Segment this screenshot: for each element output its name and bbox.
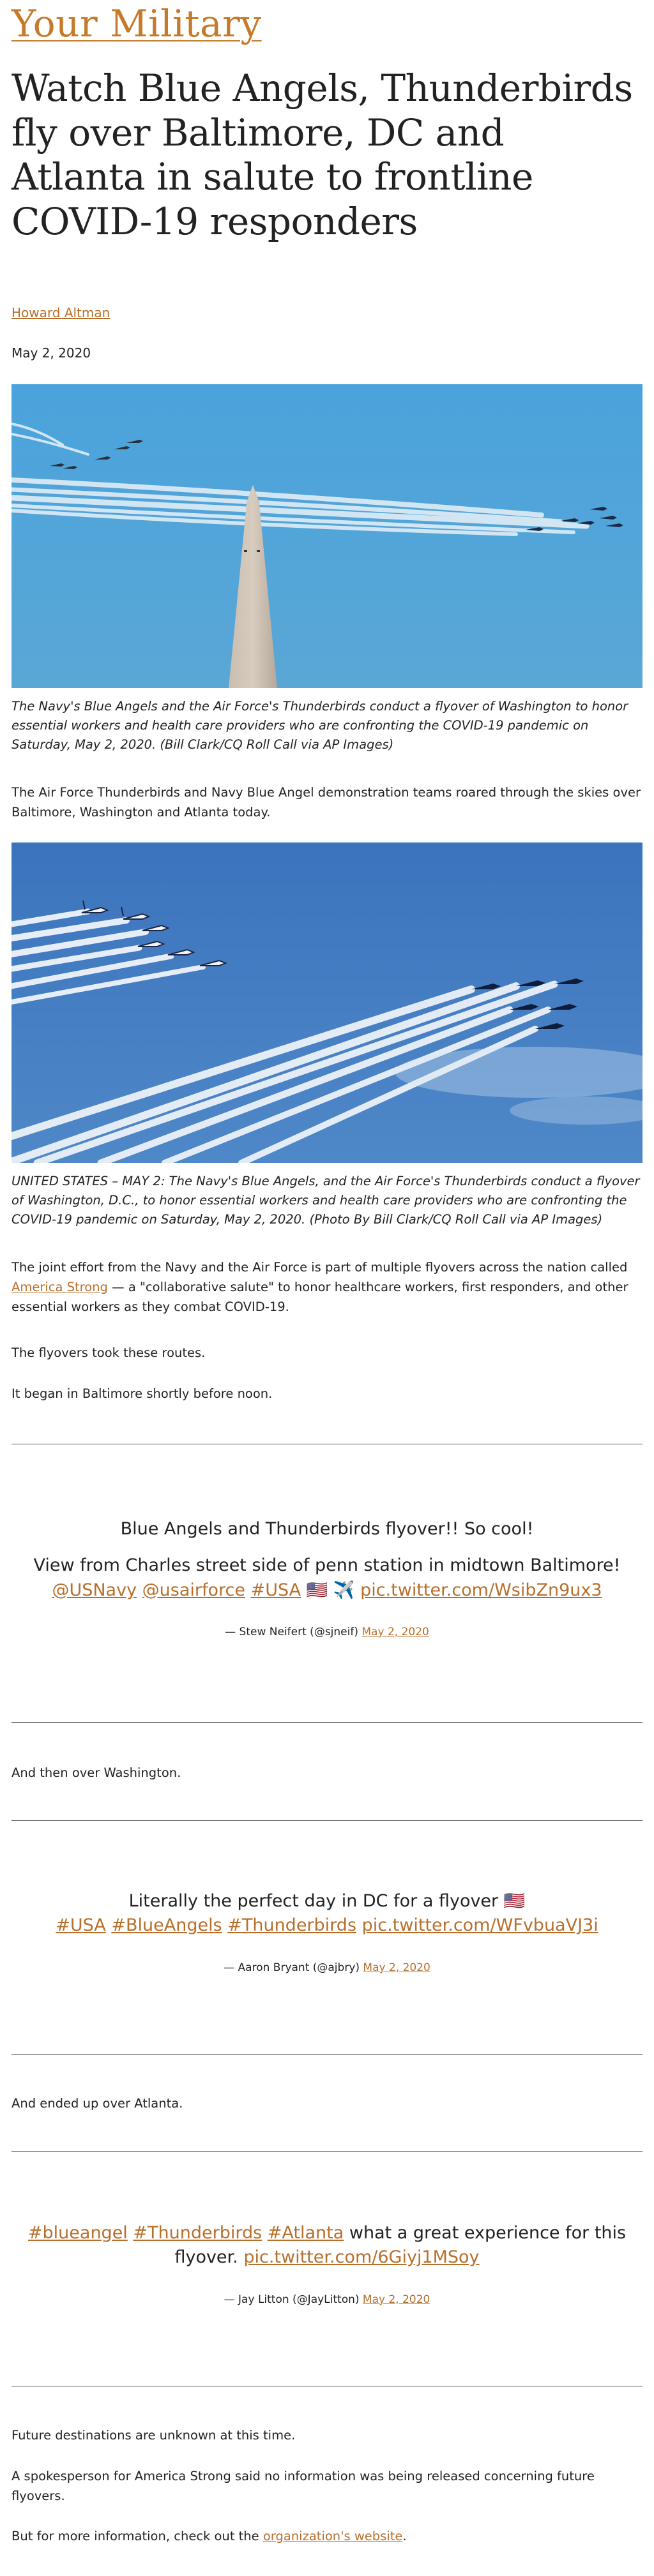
article-paragraph-9 [11, 2526, 643, 2546]
tweet1-line3 [11, 1578, 643, 1603]
tweet3-pic-link[interactable]: pic.twitter.com/6Giyj1MSoy [243, 2247, 480, 2268]
para9-text-before: But for more information, check out the [11, 2529, 263, 2543]
embedded-tweet-2 [11, 1889, 643, 1974]
tweet3-hashtag-atlanta[interactable]: #Atlanta [267, 2223, 344, 2243]
article-paragraph-8: A spokesperson for America Strong said no information was being released concerning future flyovers. [11, 2469, 595, 2504]
divider [11, 2151, 643, 2152]
embedded-tweet-1 [11, 1517, 643, 1638]
divider [11, 1722, 643, 1723]
tweet3-hashtag-thunderbirds[interactable]: #Thunderbirds [133, 2223, 262, 2243]
site-logo-link[interactable]: Your Military [11, 2, 262, 45]
tweet3-hashtag-blueangel[interactable]: #blueangel [27, 2223, 128, 2243]
tweet2-text [11, 1889, 643, 1938]
tweet2-pic-link[interactable]: pic.twitter.com/WFvbuaVJ3i [361, 1915, 598, 1936]
article-headline: Watch Blue Angels, Thunderbirds fly over Baltimore, DC and Atlanta in salute to frontline COVID-19 responders [11, 66, 633, 243]
para9-text-after: . [402, 2529, 407, 2543]
photo2-caption: UNITED STATES – MAY 2: The Navy's Blue Angels, and the Air Force's Thunderbirds conduct a flyover of Washington, D.C., to honor essential workers and health care providers who are confronting the COVID-19 pandemic on Saturday, May 2, 2020. (Photo By Bill Clark/CQ Roll Call via AP Images) [11, 1174, 640, 1227]
para2-text-before: The joint effort from the Navy and the Air Force is part of multiple flyovers across the nation called [11, 1260, 628, 1275]
divider [11, 2054, 643, 2055]
tweet2-line2 [11, 1913, 643, 1938]
embedded-tweet-3 [11, 2221, 643, 2306]
divider [11, 1820, 643, 1821]
article-paragraph-2 [11, 1257, 643, 1317]
article-paragraph-5: And then over Washington. [11, 1765, 181, 1780]
tweet3-author: — Jay Litton (@JayLitton) [224, 2293, 360, 2306]
tweet2-hashtag-usa[interactable]: #USA [56, 1915, 106, 1936]
para2-text-after: — a "collaborative salute" to honor healthcare workers, first responders, and other essential workers as they combat COVID-19. [11, 1280, 628, 1315]
tweet1-author: — Stew Neifert (@sjneif) [225, 1625, 358, 1638]
tweet3-body: what a great experience for this flyover. [174, 2223, 627, 2268]
tweet1-date-link[interactable]: May 2, 2020 [361, 1625, 429, 1638]
tweet1-text [11, 1517, 643, 1603]
tweet2-hashtag-thunderbirds[interactable]: #Thunderbirds [227, 1915, 357, 1936]
tweet2-line1: Literally the perfect day in DC for a flyover 🇺🇸 [128, 1891, 526, 1911]
tweet1-mention-usnavy[interactable]: @USNavy [52, 1580, 137, 1600]
photo-formation-flyover [11, 842, 643, 1163]
photo1-caption: The Navy's Blue Angels and the Air Force's Thunderbirds conduct a flyover of Washington to honor essential workers and health care providers who are confronting the COVID-19 pandemic on Saturday, May 2, 2020. (Bill Clark/CQ Roll Call via AP Images) [11, 699, 628, 753]
tweet3-attribution [11, 2293, 643, 2306]
publish-date: May 2, 2020 [11, 345, 91, 361]
tweet1-mention-usairforce[interactable]: @usairforce [142, 1580, 245, 1600]
photo-washington-monument [11, 384, 643, 688]
tweet2-date-link[interactable]: May 2, 2020 [363, 1961, 430, 1974]
author-link[interactable]: Howard Altman [11, 305, 110, 320]
tweet3-date-link[interactable]: May 2, 2020 [362, 2293, 430, 2306]
tweet1-pic-link[interactable]: pic.twitter.com/WsibZn9ux3 [360, 1580, 602, 1600]
organization-website-link[interactable]: organization's website [262, 2529, 403, 2543]
tweet2-hashtag-blueangels[interactable]: #BlueAngels [111, 1915, 222, 1936]
tweet1-line2: View from Charles street side of penn station in midtown Baltimore! [33, 1555, 621, 1576]
article-paragraph-6: And ended up over Atlanta. [11, 2096, 183, 2111]
tweet1-hashtag-usa[interactable]: #USA [250, 1580, 301, 1600]
tweet3-text [11, 2221, 643, 2270]
article-paragraph-4: It began in Baltimore shortly before noon. [11, 1386, 273, 1401]
article-paragraph-7: Future destinations are unknown at this time. [11, 2428, 296, 2443]
article-paragraph-1: The Air Force Thunderbirds and Navy Blue Angel demonstration teams roared through the skies over Baltimore, Washington and Atlanta today. [11, 785, 641, 820]
article-paragraph-3: The flyovers took these routes. [11, 1345, 206, 1360]
tweet2-attribution [11, 1961, 643, 1974]
tweet2-author: — Aaron Bryant (@ajbry) [224, 1961, 360, 1974]
tweet1-line1: Blue Angels and Thunderbirds flyover!! So cool! [120, 1519, 534, 1539]
flag-plane-emoji: 🇺🇸 ✈️ [306, 1580, 355, 1600]
america-strong-link[interactable]: America Strong [11, 1280, 108, 1295]
tweet1-attribution [11, 1626, 643, 1638]
